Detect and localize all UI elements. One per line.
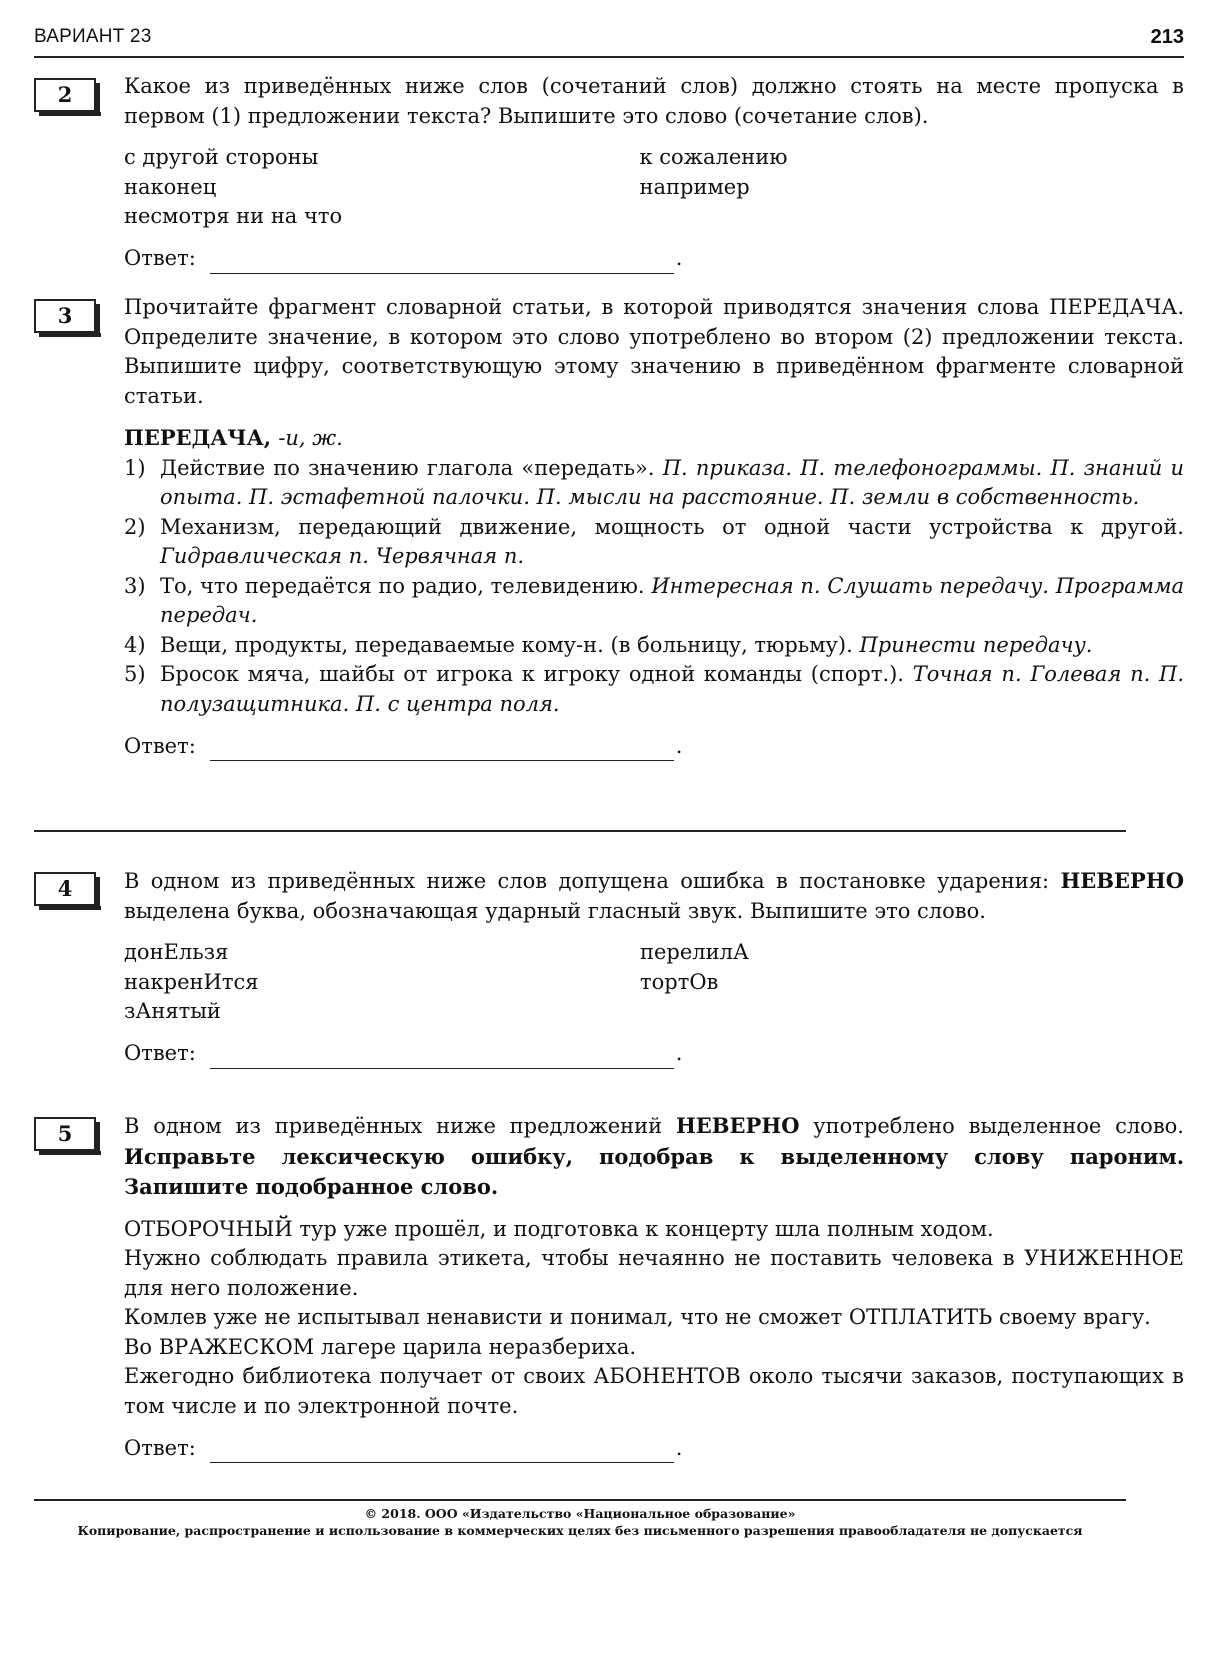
answer-field[interactable]: Ответ: . xyxy=(124,1433,1184,1463)
option: например xyxy=(639,174,750,199)
list-item: 1) Действие по значению глагола «передать». П. приказа. П. телефонограммы. П. знаний и опыта. П. эстафетной палочки. П. мысли на расстояние. П. земли в собственность. xyxy=(124,455,1184,509)
task-question: Прочитайте фрагмент словарной статьи, в которой приводятся значения слова ПЕРЕДАЧА. Определите значение, в котором это слово употреблено во втором (2) предложении текста. Выпишите цифру, соответствующую этому значению в приведённом фрагменте словарной статьи. xyxy=(124,295,1184,408)
option: накренИтся xyxy=(124,969,259,994)
task-number-box: 5 xyxy=(34,1117,96,1151)
copyright: © 2018. ООО «Издательство «Национальное образование» xyxy=(364,1506,796,1521)
list-item: 5) Бросок мяча, шайбы от игрока к игроку одной команды (спорт.). Точная п. Голевая п. П. полузащитника. П. с центра поля. xyxy=(124,662,1184,716)
answer-field[interactable]: Ответ: . xyxy=(124,244,1184,274)
task-question: Какое из приведённых ниже слов (сочетаний слов) должно стоять на месте пропуска в первом (1) предложении текста? Выпишите это слово (сочетание слов). xyxy=(124,74,1184,128)
task-number-box: 4 xyxy=(34,872,96,906)
section-divider xyxy=(34,830,1126,832)
answer-line[interactable] xyxy=(210,1440,674,1463)
sentence: Нужно соблюдать правила этикета, чтобы нечаянно не поставить человека в УНИЖЕННОЕ для него положение. xyxy=(124,1246,1184,1300)
answer-field[interactable]: Ответ: . xyxy=(124,731,1184,761)
option: перелилА xyxy=(640,940,749,964)
option: с другой стороны xyxy=(124,145,319,169)
options xyxy=(124,938,1184,1027)
list-item: 4) Вещи, продукты, передаваемые кому-н. (в больницу, тюрьму). Принести передачу. xyxy=(124,632,1093,657)
task-question: В одном из приведённых ниже предложений НЕВЕРНО употреблено выделенное слово. Исправьте лексическую ошибку, подобрав к выделенному слову пароним. Запишите подобранное слово. xyxy=(124,1113,1184,1199)
page-header xyxy=(34,22,1184,58)
sentence: Ежегодно библиотека получает от своих АБОНЕНТОВ около тысячи заказов, поступающих в том числе и по электронной почте. xyxy=(124,1364,1184,1418)
option: донЕльзя xyxy=(124,940,229,964)
sentence-list xyxy=(124,1215,1184,1422)
answer-label: Ответ: xyxy=(124,1041,196,1065)
answer-label: Ответ: xyxy=(124,246,196,270)
option: наконец xyxy=(124,174,217,199)
variant-label: ВАРИАНТ 23 xyxy=(34,26,152,47)
task-number-box: 3 xyxy=(34,299,96,333)
option: тортОв xyxy=(640,969,719,994)
task-number-box: 2 xyxy=(34,78,96,112)
dictionary-headword: ПЕРЕДАЧА, -и, ж. xyxy=(124,425,343,450)
sentence: Во ВРАЖЕСКОМ лагере царила неразбериха. xyxy=(124,1334,637,1359)
answer-line[interactable] xyxy=(210,251,674,274)
answer-line[interactable] xyxy=(210,1046,674,1069)
copyright-notice: Копирование, распространение и использование в коммерческих целях без письменного разрешения правообладателя не допускается xyxy=(77,1523,1083,1538)
option: несмотря ни на что xyxy=(124,204,343,228)
page-number: 213 xyxy=(1150,26,1184,48)
options xyxy=(124,143,1184,232)
answer-field[interactable]: Ответ: . xyxy=(124,1039,1184,1069)
option: к сожалению xyxy=(639,145,788,169)
sentence: ОТБОРОЧНЫЙ тур уже прошёл, и подготовка к концерту шла полным ходом. xyxy=(124,1216,994,1241)
meaning-list xyxy=(124,454,1184,720)
option: зАнятый xyxy=(124,999,221,1023)
sentence: Комлев уже не испытывал ненависти и понимал, что не сможет ОТПЛАТИТЬ своему врагу. xyxy=(124,1305,1151,1329)
answer-label: Ответ: xyxy=(124,1435,196,1460)
answer-line[interactable] xyxy=(210,738,674,761)
list-item: 3) То, что передаётся по радио, телевидению. Интересная п. Слушать передачу. Программа передач. xyxy=(124,573,1185,627)
list-item: 2) Механизм, передающий движение, мощность от одной части устройства к другой. Гидравлическая п. Червячная п. xyxy=(124,514,1184,568)
answer-label: Ответ: xyxy=(124,733,196,758)
page-footer xyxy=(34,1499,1126,1539)
task-question: В одном из приведённых ниже слов допущена ошибка в постановке ударения: НЕВЕРНО выделена буква, обозначающая ударный гласный звук. Выпишите это слово. xyxy=(124,868,1184,923)
